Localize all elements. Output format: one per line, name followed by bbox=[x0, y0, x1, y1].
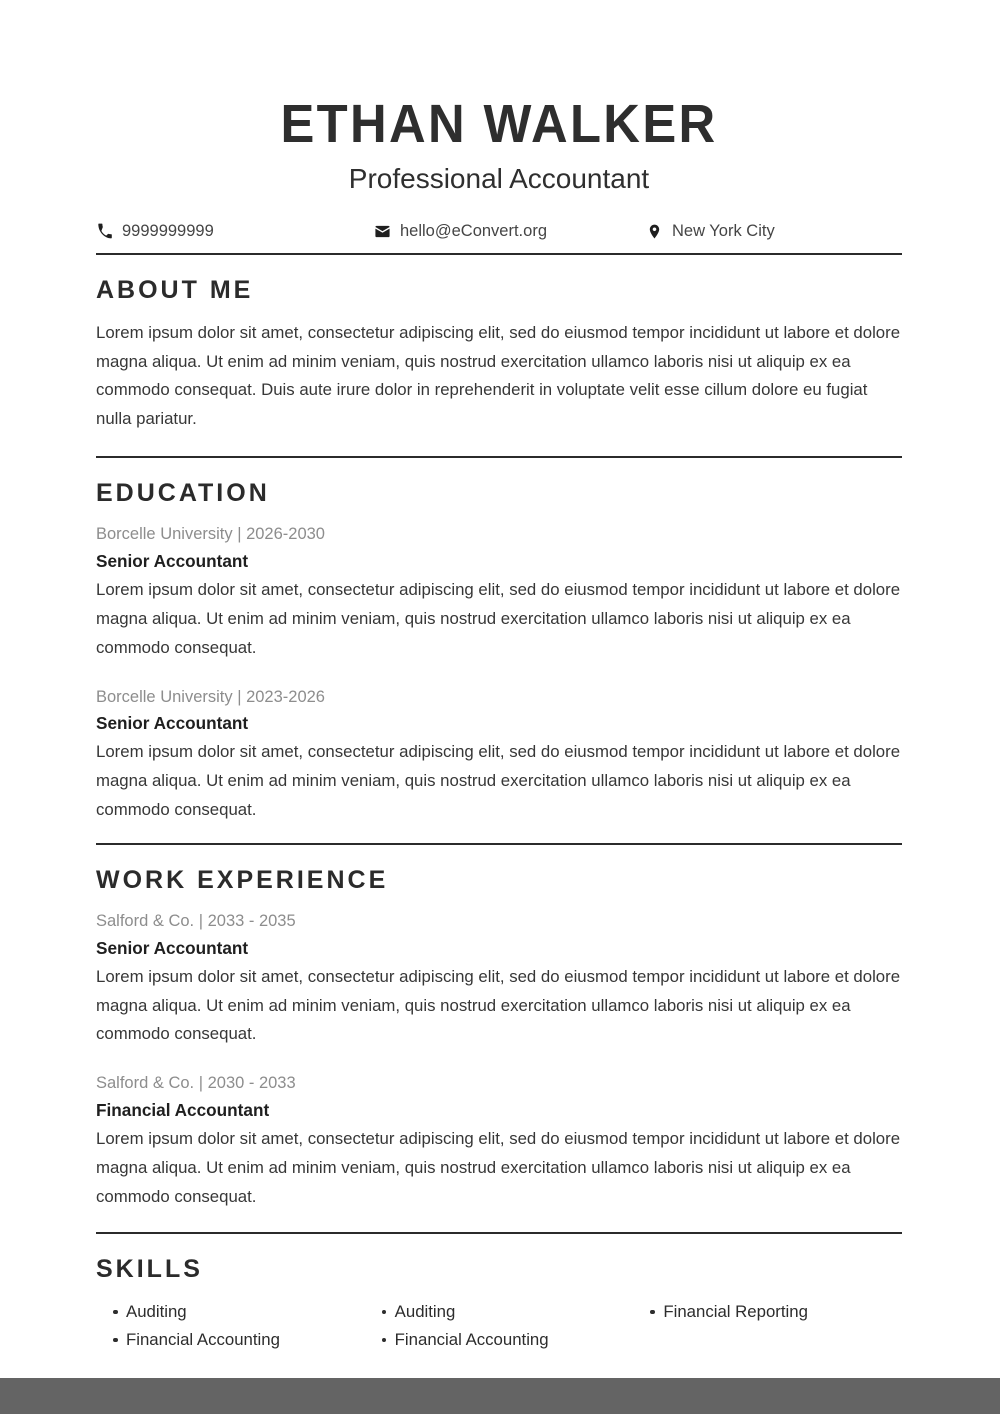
work-entry bbox=[96, 1071, 902, 1211]
education-role: Senior Accountant bbox=[96, 551, 249, 571]
education-institution-dates: Borcelle University | 2023-2026 bbox=[96, 687, 325, 706]
skill-item: Auditing bbox=[365, 1298, 634, 1326]
work-company-dates: Salford & Co. | 2033 - 2035 bbox=[96, 911, 296, 930]
work-role: Financial Accountant bbox=[96, 1100, 270, 1121]
section-work-experience bbox=[96, 845, 902, 1232]
about-me-text: Lorem ipsum dolor sit amet, consectetur adipiscing elit, sed do eiusmod tempor incididunt ut labore et dolore magna aliqua. Ut enim ad minim veniam, quis nostrud exercitation ullamco laboris nisi ut aliquip ex ea commodo consequat. Duis aute irure dolor in reprehenderit in voluptate velit esse cillum dolore eu fugiat nulla pariatur. bbox=[96, 322, 901, 429]
envelope-icon bbox=[374, 223, 391, 240]
contact-row bbox=[96, 222, 902, 253]
skill-item: Financial Accounting bbox=[96, 1326, 365, 1354]
education-description: Lorem ipsum dolor sit amet, consectetur adipiscing elit, sed do eiusmod tempor incididunt ut labore et dolore magna aliqua. Ut enim ad minim veniam, quis nostrud exercitation ullamco laboris nisi ut aliquip ex ea commodo consequat. bbox=[96, 742, 901, 820]
section-title-education: EDUCATION bbox=[96, 479, 270, 508]
contact-email-value: hello@eConvert.org bbox=[400, 221, 547, 240]
work-company-dates: Salford & Co. | 2030 - 2033 bbox=[96, 1074, 296, 1093]
work-role: Senior Accountant bbox=[96, 937, 249, 958]
contact-phone-value: 9999999999 bbox=[122, 221, 214, 240]
candidate-job-title: Professional Accountant bbox=[348, 162, 650, 194]
work-entry bbox=[96, 909, 902, 1049]
education-description: Lorem ipsum dolor sit amet, consectetur adipiscing elit, sed do eiusmod tempor incididunt ut labore et dolore magna aliqua. Ut enim ad minim veniam, quis nostrud exercitation ullamco laboris nisi ut aliquip ex ea commodo consequat. bbox=[96, 579, 901, 657]
resume-header bbox=[96, 0, 902, 196]
skill-item: Auditing bbox=[96, 1298, 365, 1326]
contact-location[interactable] bbox=[646, 222, 902, 241]
candidate-name: ETHAN WALKER bbox=[280, 94, 718, 154]
skill-item: Financial Reporting bbox=[633, 1298, 902, 1326]
education-role: Senior Accountant bbox=[96, 713, 249, 734]
skills-column bbox=[365, 1298, 634, 1354]
map-pin-icon bbox=[646, 223, 663, 240]
work-description: Lorem ipsum dolor sit amet, consectetur adipiscing elit, sed do eiusmod tempor incididunt ut labore et dolore magna aliqua. Ut enim ad minim veniam, quis nostrud exercitation ullamco laboris nisi ut aliquip ex ea commodo consequat. bbox=[96, 1129, 901, 1206]
section-about-me bbox=[96, 255, 902, 457]
contact-email[interactable] bbox=[374, 222, 646, 241]
skill-item: Financial Accounting bbox=[365, 1326, 634, 1354]
contact-location-value: New York City bbox=[672, 221, 775, 240]
footer-bar bbox=[0, 1378, 1000, 1414]
skills-column bbox=[633, 1298, 902, 1354]
contact-phone[interactable] bbox=[96, 222, 374, 241]
education-entry bbox=[96, 522, 902, 662]
section-title-about-me: ABOUT ME bbox=[96, 275, 254, 304]
work-description: Lorem ipsum dolor sit amet, consectetur adipiscing elit, sed do eiusmod tempor incididunt ut labore et dolore magna aliqua. Ut enim ad minim veniam, quis nostrud exercitation ullamco laboris nisi ut aliquip ex ea commodo consequat. bbox=[96, 966, 901, 1044]
resume-content bbox=[96, 0, 902, 1354]
skills-grid bbox=[96, 1298, 902, 1354]
education-institution-dates: Borcelle University | 2026-2030 bbox=[96, 525, 325, 544]
section-title-work-experience: WORK EXPERIENCE bbox=[96, 865, 389, 894]
skills-column bbox=[96, 1298, 365, 1354]
section-title-skills: SKILLS bbox=[96, 1254, 203, 1283]
section-education bbox=[96, 458, 902, 843]
education-entry bbox=[96, 685, 902, 825]
section-skills bbox=[96, 1234, 902, 1354]
phone-icon bbox=[96, 223, 113, 240]
